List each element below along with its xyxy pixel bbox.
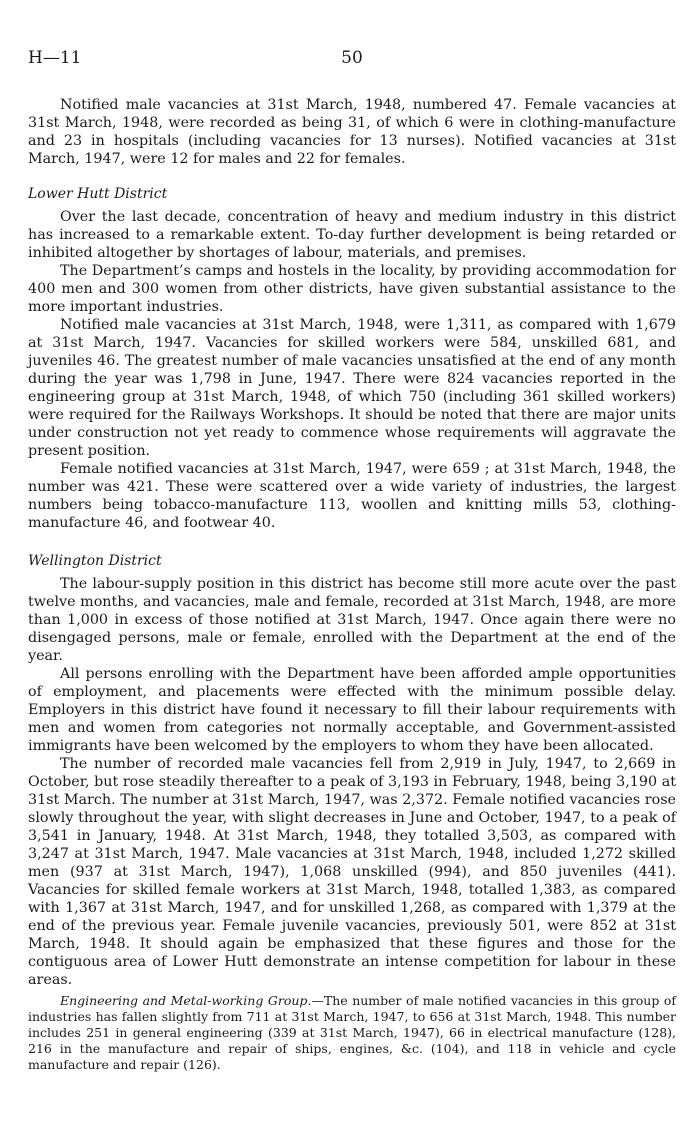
engineering-group-text: —The number of male notified vacancies in this group of industries has fallen slightly from 711 at 31st March, 1947, to 656 at 31st March, 1948. This number includes 251 in general engineering (339 at 31st March, 1947), 66 in electrical manufacture (128), 216 in the manufacture and repair of ships, engines, &c. (104), and 118 in vehicle and cycle manufacture and repair (126). <box>28 993 676 1072</box>
wellington-paragraph-3: The number of recorded male vacancies fell from 2,919 in July, 1947, to 2,669 in October, but rose steadily thereafter to a peak of 3,193 in February, 1948, being 3,190 at 31st March. The number at 31st March, 1947, was 2,372. Female notified vacancies rose slowly throughout the year, with slight decreases in June and October, 1947, to a peak of 3,541 in January, 1948. At 31st March, 1948, they totalled 3,503, as compared with 3,247 at 31st March, 1947. Male vacancies at 31st March, 1948, included 1,272 skilled men (937 at 31st March, 1947), 1,068 unskilled (994), and 850 juveniles (441). Vacancies for skilled female workers at 31st March, 1948, totalled 1,383, as compared with 1,367 at 31st March, 1947, and for unskilled 1,268, as compared with 1,379 at the end of the previous year. Female juvenile vacancies, previously 501, were 852 at 31st March, 1948. It should again be emphasized that these figures and those for the contiguous area of Lower Hutt demonstrate an intense competition for labour in these areas. <box>28 756 676 988</box>
lower-hutt-paragraph-3: Notified male vacancies at 31st March, 1948, were 1,311, as compared with 1,679 at 31st March, 1947. Vacancies for skilled workers were 584, unskilled 681, and juveniles 46. The greatest number of male vacancies unsatisfied at the end of any month during the year was 1,798 in June, 1947. There were 824 vacancies reported in the engineering group at 31st March, 1948, of which 750 (including 361 skilled workers) were required for the Railways Workshops. It should be noted that there are major units under construction not yet ready to commence whose requirements will aggravate the present position. <box>28 317 676 459</box>
intro-paragraph: Notified male vacancies at 31st March, 1948, numbered 47. Female vacancies at 31st March, 1948, were recorded as being 31, of which 6 were in clothing-manufacture and 23 in hospitals (including vacancies for 13 nurses). Notified vacancies at 31st March, 1947, were 12 for males and 22 for females. <box>28 97 676 167</box>
wellington-paragraph-1: The labour-supply position in this district has become still more acute over the past twelve months, and vacancies, male and female, recorded at 31st March, 1948, are more than 1,000 in excess of those notified at 31st March, 1947. Once again there were no disengaged persons, male or female, enrolled with the Department at the end of the year. <box>28 576 676 664</box>
lower-hutt-paragraph-1: Over the last decade, concentration of heavy and medium industry in this district has increased to a remarkable extent. To-day further development is being retarded or inhibited altogether by shortages of labour, materials, and premises. <box>28 209 676 261</box>
lower-hutt-paragraph-2: The Department’s camps and hostels in the locality, by providing accommodation for 400 men and 300 women from other districts, have given substantial assistance to the more important industries. <box>28 263 676 315</box>
lower-hutt-paragraph-4: Female notified vacancies at 31st March, 1947, were 659 ; at 31st March, 1948, the number was 421. These were scattered over a wide variety of industries, the largest numbers being tobacco-manufacture 113, woollen and knitting mills 53, clothing-manufacture 46, and footwear 40. <box>28 461 676 531</box>
lower-hutt-heading: Lower Hutt District <box>28 186 168 202</box>
body-text <box>28 96 676 1073</box>
document-page <box>28 48 676 1073</box>
engineering-group-paragraph <box>28 993 676 1073</box>
engineering-group-lead: Engineering and Metal-working Group. <box>60 993 312 1008</box>
page-number: 50 <box>341 48 363 68</box>
wellington-heading: Wellington District <box>28 553 162 569</box>
wellington-paragraph-2: All persons enrolling with the Department have been afforded ample opportunities of employment, and placements were effected with the minimum possible delay. Employers in this district have found it necessary to fill their labour requirements with men and women from categories not normally acceptable, and Government-assisted immigrants have been welcomed by the employers to whom they have been allocated. <box>28 666 676 754</box>
page-header <box>28 48 676 76</box>
document-reference: H—11 <box>28 48 82 68</box>
